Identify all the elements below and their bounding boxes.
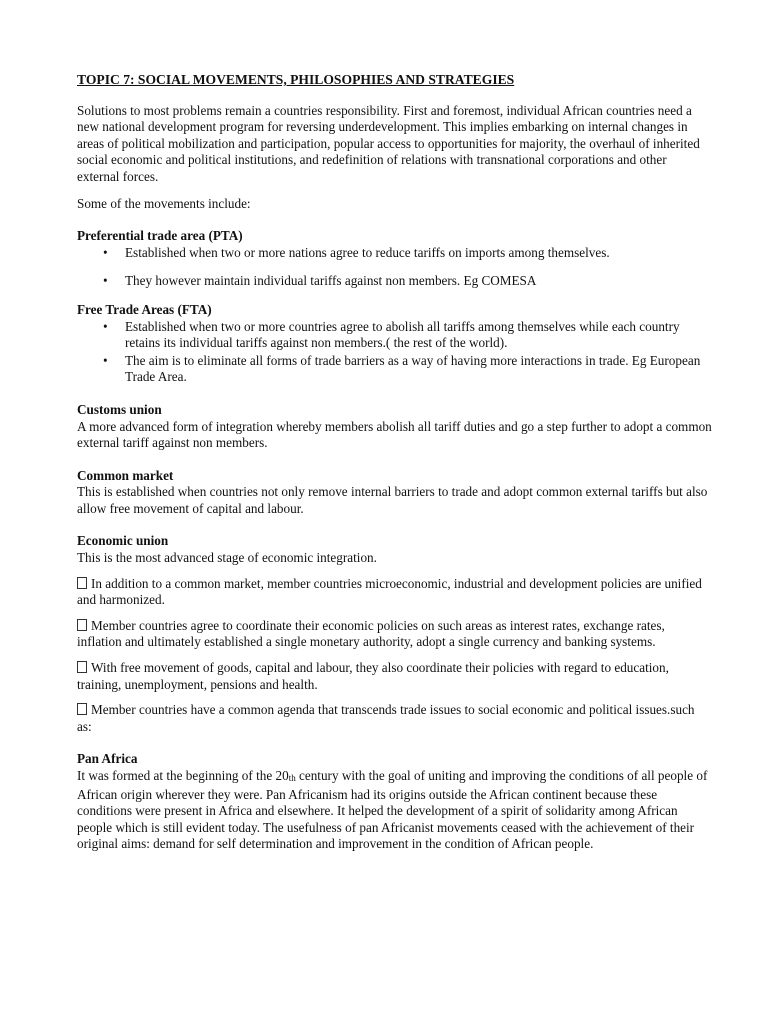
- pta-section: [77, 228, 712, 290]
- ordinal-suffix: th: [288, 773, 296, 783]
- customs-union-heading: Customs union: [77, 401, 162, 417]
- economic-union-text: This is the most advanced stage of economic integration.: [77, 550, 377, 566]
- customs-union-text: A more advanced form of integration whereby members abolish all tariff duties and go a step further to adopt a common external tariff against non members.: [77, 418, 712, 451]
- fta-section: [77, 302, 712, 386]
- fta-bullet-list: [77, 319, 712, 386]
- missing-glyph-icon: [77, 703, 87, 715]
- economic-union-section: [77, 533, 712, 735]
- list-item: • They however maintain individual tariffs against non members. Eg COMESA: [103, 273, 537, 289]
- pta-heading: Preferential trade area (PTA): [77, 228, 243, 244]
- list-item: • Established when two or more countries agree to abolish all tariffs among themselves while each country retains its individual tariffs against non members.( the rest of the world).: [103, 318, 680, 351]
- common-market-heading: Common market: [77, 467, 174, 483]
- missing-glyph-icon: [77, 661, 87, 673]
- list-item: • Established when two or more nations agree to reduce tariffs on imports among themselves.: [103, 244, 610, 260]
- movements-lead: Some of the movements include:: [77, 195, 251, 211]
- bullet-icon: •: [103, 273, 108, 289]
- customs-union-section: [77, 402, 712, 452]
- common-market-section: [77, 468, 712, 518]
- economic-union-heading: Economic union: [77, 533, 169, 549]
- economic-union-point: With free movement of goods, capital and labour, they also coordinate their policies with regard to education, training, unemployment, pensions and health.: [77, 660, 669, 692]
- bullet-icon: •: [103, 318, 108, 334]
- pta-bullet-list: [77, 245, 712, 290]
- common-market-text: This is established when countries not only remove internal barriers to trade and adopt common external tariffs but also allow free movement of capital and labour.: [77, 484, 708, 516]
- page-title: TOPIC 7: SOCIAL MOVEMENTS, PHILOSOPHIES AND STRATEGIES: [77, 72, 515, 87]
- bullet-icon: •: [103, 244, 108, 260]
- economic-union-point: Member countries agree to coordinate their economic policies on such areas as interest rates, exchange rates, inflation and ultimately established a single monetary authority, adopt a single currency and banking systems.: [77, 617, 665, 650]
- bullet-icon: •: [103, 352, 108, 368]
- missing-glyph-icon: [77, 577, 87, 589]
- pan-africa-section: [77, 751, 712, 853]
- pan-africa-heading: Pan Africa: [77, 751, 138, 767]
- missing-glyph-icon: [77, 619, 87, 631]
- economic-union-point: In addition to a common market, member countries microeconomic, industrial and development policies are unified and harmonized.: [77, 575, 702, 608]
- pan-africa-text: It was formed at the beginning of the $20_{th}$ century with the goal of uniting and improving the conditions of all people of African origin wherever they were. Pan Africanism had its origins outside the African continent because these conditions were present in Africa and elsewhere. It helped the development of a spirit of solidarity among African people which is still evident today. The usefulness of pan Africanist movements ceased with the achievement of their original aims: demand for self determination and improvement in the condition of African people.: [77, 768, 708, 852]
- list-item: • The aim is to eliminate all forms of trade barriers as a way of having more interactions in trade. Eg European Trade Area.: [103, 352, 701, 385]
- intro-paragraph: Solutions to most problems remain a countries responsibility. First and foremost, individual African countries need a new national development program for reversing underdevelopment. This implies embarking on internal changes in areas of political mobilization and participation, popular access to opportunities for majority, the overhaul of inherited social economic and political institutions, and redefinition of relations with transnational corporations and other external forces.: [77, 102, 700, 184]
- economic-union-point: Member countries have a common agenda that transcends trade issues to social economic and political issues.such as:: [77, 702, 695, 734]
- fta-heading: Free Trade Areas (FTA): [77, 301, 212, 317]
